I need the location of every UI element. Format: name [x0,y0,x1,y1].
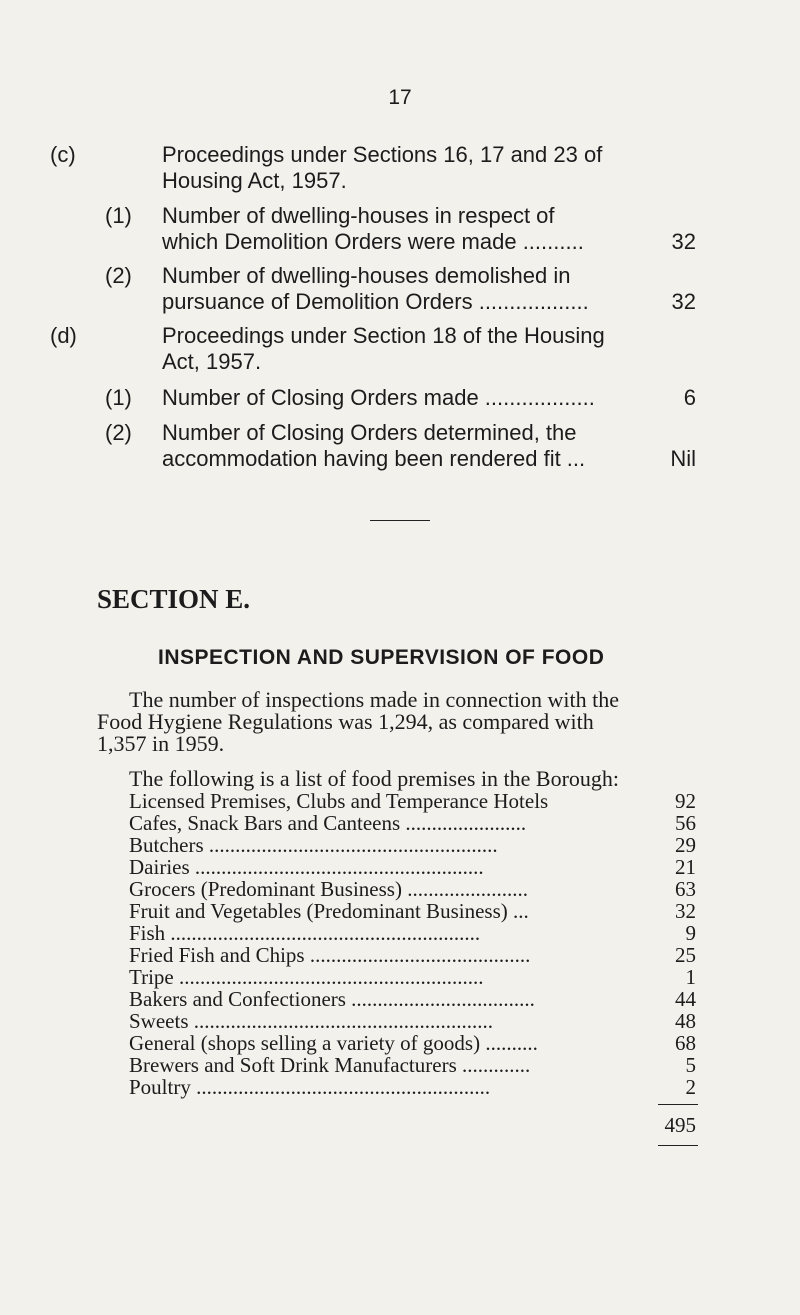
section-c-heading-line2: Housing Act, 1957. [162,168,347,193]
item-text-line2: which Demolition Orders were made .......... [162,229,584,254]
section-c-heading-line1: Proceedings under Sections 16, 17 and 23 of [162,142,603,167]
premises-label: Bakers and Confectioners ................................... [129,987,535,1011]
item-value: 32 [671,229,696,254]
paragraph-line: Food Hygiene Regulations was 1,294, as compared with [97,709,594,734]
page-number: 17 [388,86,412,109]
premises-label: Fish ........................................................... [129,921,481,945]
divider [370,520,430,521]
premises-label: Dairies ....................................................... [129,855,484,879]
premises-label: Licensed Premises, Clubs and Temperance Hotels [129,789,549,813]
premises-count: 29 [675,833,696,857]
premises-label: Fruit and Vegetables (Predominant Business) ... [129,899,529,923]
total-rule-bottom [658,1145,698,1146]
premises-count: 92 [675,789,696,813]
item-value: 32 [671,289,696,314]
section-d-label: (d) [50,323,77,348]
item-number: (2) [105,263,132,288]
premises-label: Sweets ......................................................... [129,1009,493,1033]
item-value: 6 [683,385,696,410]
premises-count: 63 [675,877,696,901]
total-rule-top [658,1104,698,1105]
paragraph-line: The number of inspections made in connection with the [129,687,619,712]
premises-label: General (shops selling a variety of goods) .......... [129,1031,538,1055]
item-number: (2) [105,420,132,445]
premises-label: Tripe .......................................................... [129,965,484,989]
section-d-heading-line2: Act, 1957. [162,349,262,374]
section-subtitle: INSPECTION AND SUPERVISION OF FOOD [158,646,605,669]
item-text-line2: pursuance of Demolition Orders .................. [162,289,589,314]
item-text-line1: Number of Closing Orders made .................. [162,385,595,410]
item-number: (1) [105,203,132,228]
premises-label: Butchers ....................................................... [129,833,498,857]
premises-label: Fried Fish and Chips .......................................... [129,943,531,967]
section-title: SECTION E. [97,584,251,614]
premises-count: 44 [675,987,696,1011]
premises-count: 5 [685,1053,696,1077]
list-intro: The following is a list of food premises in the Borough: [129,766,620,791]
premises-count: 21 [675,855,696,879]
item-text-line1: Number of dwelling-houses demolished in [162,263,571,288]
item-text-line1: Number of Closing Orders determined, the [162,420,577,445]
premises-label: Cafes, Snack Bars and Canteens ....................... [129,811,527,835]
section-d-heading-line1: Proceedings under Section 18 of the Housing [162,323,605,348]
premises-label: Grocers (Predominant Business) ....................... [129,877,528,901]
premises-count: 48 [675,1009,696,1033]
premises-count: 56 [675,811,696,835]
item-number: (1) [105,385,132,410]
premises-count: 68 [675,1031,696,1055]
premises-total: 495 [664,1113,696,1137]
item-text-line2: accommodation having been rendered fit ... [162,446,586,471]
section-c-label: (c) [50,142,76,167]
premises-count: 9 [685,921,696,945]
premises-count: 1 [685,965,696,989]
premises-count: 25 [675,943,696,967]
premises-label: Brewers and Soft Drink Manufacturers ............. [129,1053,531,1077]
premises-label: Poultry ........................................................ [129,1075,491,1099]
paragraph-line: 1,357 in 1959. [97,731,225,756]
item-value: Nil [670,446,696,471]
item-text-line1: Number of dwelling-houses in respect of [162,203,555,228]
premises-count: 32 [675,899,696,923]
premises-count: 2 [685,1075,696,1099]
